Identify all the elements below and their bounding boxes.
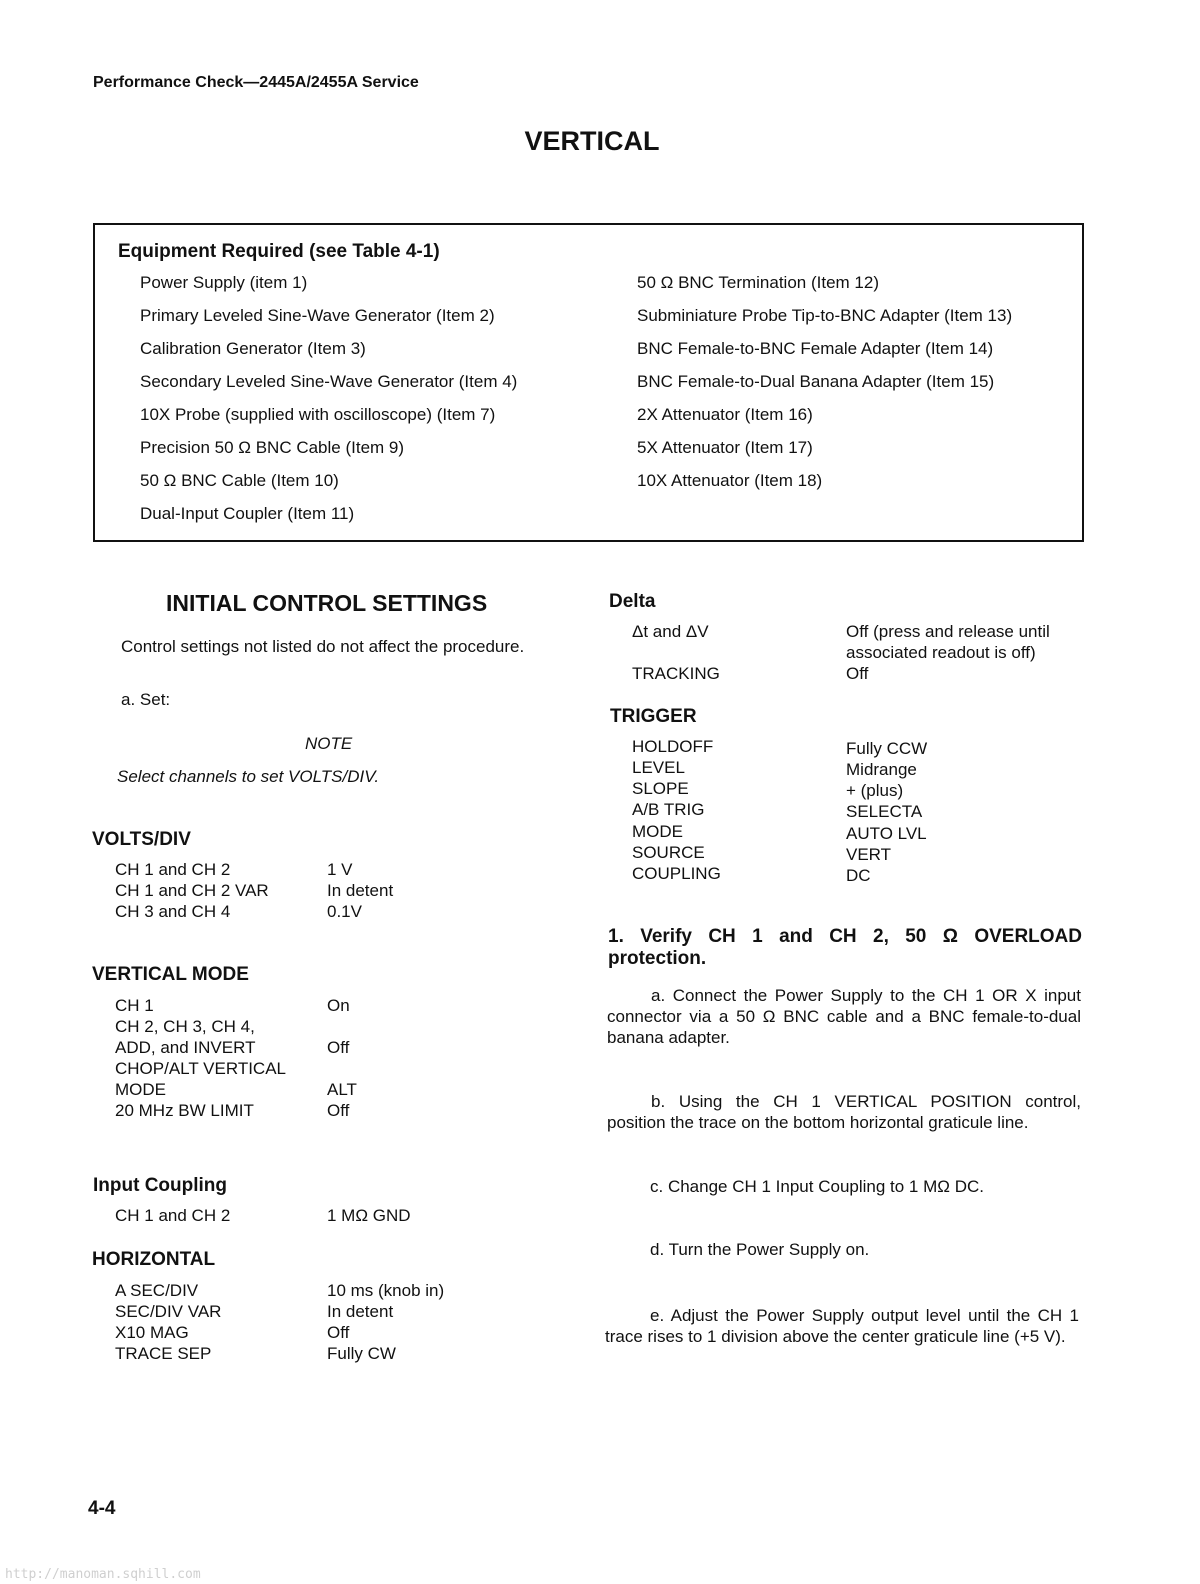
watermark: http://manoman.sqhill.com [5,1567,201,1582]
setting-name: CH 1 and CH 2 [115,860,231,879]
setting-name: A/B TRIG [632,800,705,819]
setting-value: Off [327,1038,350,1057]
equipment-item: 50 Ω BNC Cable (Item 10) [140,471,339,490]
setting-name: COUPLING [632,864,721,883]
equipment-item: Subminiature Probe Tip-to-BNC Adapter (Item 13) [637,306,1013,325]
setting-value: In detent [327,881,394,900]
section-title: VERTICAL [524,126,660,156]
initial-settings-title: INITIAL CONTROL SETTINGS [166,590,488,616]
setting-name: CH 1 [115,996,154,1015]
equipment-item: 50 Ω BNC Termination (Item 12) [637,273,879,292]
note-text: Select channels to set VOLTS/DIV. [117,767,380,786]
setting-value: + (plus) [846,781,904,800]
setting-name: SOURCE [632,843,705,862]
setting-value: SELECTA [846,802,923,821]
setting-value: AUTO LVL [846,824,927,843]
input-coupling-heading: Input Coupling [93,1175,228,1196]
step-1e: e. Adjust the Power Supply output level until the CH 1 trace rises to 1 division above the center graticule line (+5 V). [605,1306,1079,1346]
setting-name: ADD, and INVERT [115,1038,256,1057]
setting-value: Off (press and release until [846,622,1050,641]
setting-value: Midrange [846,760,917,779]
setting-name: Δt and ΔV [632,622,709,641]
setting-value: Off [327,1323,350,1342]
setting-value: Off [846,664,869,683]
step-1d: d. Turn the Power Supply on. [650,1240,870,1259]
setting-value: associated readout is off) [846,643,1036,662]
setting-name: 20 MHz BW LIMIT [115,1101,254,1120]
setting-name: TRACE SEP [115,1344,212,1363]
setting-name: MODE [632,822,683,841]
setting-value: DC [846,866,871,885]
setting-value: 0.1V [327,902,362,921]
setting-value: Fully CW [327,1344,396,1363]
step-1c: c. Change CH 1 Input Coupling to 1 MΩ DC. [650,1177,984,1196]
setting-value: 1 V [327,860,353,879]
equipment-item: 5X Attenuator (Item 17) [637,438,813,457]
setting-value: Fully CCW [846,739,928,758]
setting-name: SEC/DIV VAR [115,1302,222,1321]
equipment-item: Primary Leveled Sine-Wave Generator (Item 2) [140,306,495,325]
set-label: a. Set: [121,690,171,709]
equipment-item: Precision 50 Ω BNC Cable (Item 9) [140,438,405,457]
equipment-item: Power Supply (item 1) [140,273,308,292]
trigger-heading: TRIGGER [610,706,697,727]
equipment-item: BNC Female-to-Dual Banana Adapter (Item 15) [637,372,995,391]
setting-value: On [327,996,350,1015]
setting-value: ALT [327,1080,357,1099]
equipment-item: Calibration Generator (Item 3) [140,339,366,358]
vertical-mode-heading: VERTICAL MODE [92,964,249,985]
equipment-item: 10X Attenuator (Item 18) [637,471,823,490]
equipment-item: Dual-Input Coupler (Item 11) [140,504,355,523]
equipment-item: 10X Probe (supplied with oscilloscope) (Item 7) [140,405,496,424]
volts-div-heading: VOLTS/DIV [92,829,191,850]
step-1a: a. Connect the Power Supply to the CH 1 OR X input connector via a 50 Ω BNC cable and a BNC female-to-dual banana adapter. [607,986,1081,1047]
setting-name: LEVEL [632,758,685,777]
setting-name: CH 1 and CH 2 VAR [115,881,269,900]
setting-value: Off [327,1101,350,1120]
setting-name: CH 1 and CH 2 [115,1206,231,1225]
setting-name: TRACKING [632,664,720,683]
setting-name: X10 MAG [115,1323,189,1342]
step-1-heading: 1. Verify CH 1 and CH 2, 50 Ω OVERLOAD protection. [608,926,1082,969]
setting-name: CH 2, CH 3, CH 4, [115,1017,255,1036]
equipment-item: 2X Attenuator (Item 16) [637,405,813,424]
equipment-item: Secondary Leveled Sine-Wave Generator (Item 4) [140,372,518,391]
note-label: NOTE [305,734,353,753]
setting-value: 10 ms (knob in) [327,1281,445,1300]
equipment-heading: Equipment Required (see Table 4-1) [118,241,440,262]
setting-name: HOLDOFF [632,737,714,756]
running-header: Performance Check—2445A/2455A Service [93,74,419,91]
setting-value: 1 MΩ GND [327,1206,411,1225]
step-1b: b. Using the CH 1 VERTICAL POSITION control, position the trace on the bottom horizontal graticule line. [607,1092,1081,1132]
setting-name: CH 3 and CH 4 [115,902,231,921]
setting-name: MODE [115,1080,166,1099]
initial-settings-intro: Control settings not listed do not affect the procedure. [121,637,525,656]
delta-heading: Delta [609,591,656,612]
page-number: 4-4 [88,1498,116,1519]
horizontal-heading: HORIZONTAL [92,1249,216,1270]
setting-value: VERT [846,845,892,864]
setting-value: In detent [327,1302,394,1321]
setting-name: CHOP/ALT VERTICAL [115,1059,286,1078]
setting-name: A SEC/DIV [115,1281,199,1300]
setting-name: SLOPE [632,779,689,798]
equipment-item: BNC Female-to-BNC Female Adapter (Item 14) [637,339,994,358]
